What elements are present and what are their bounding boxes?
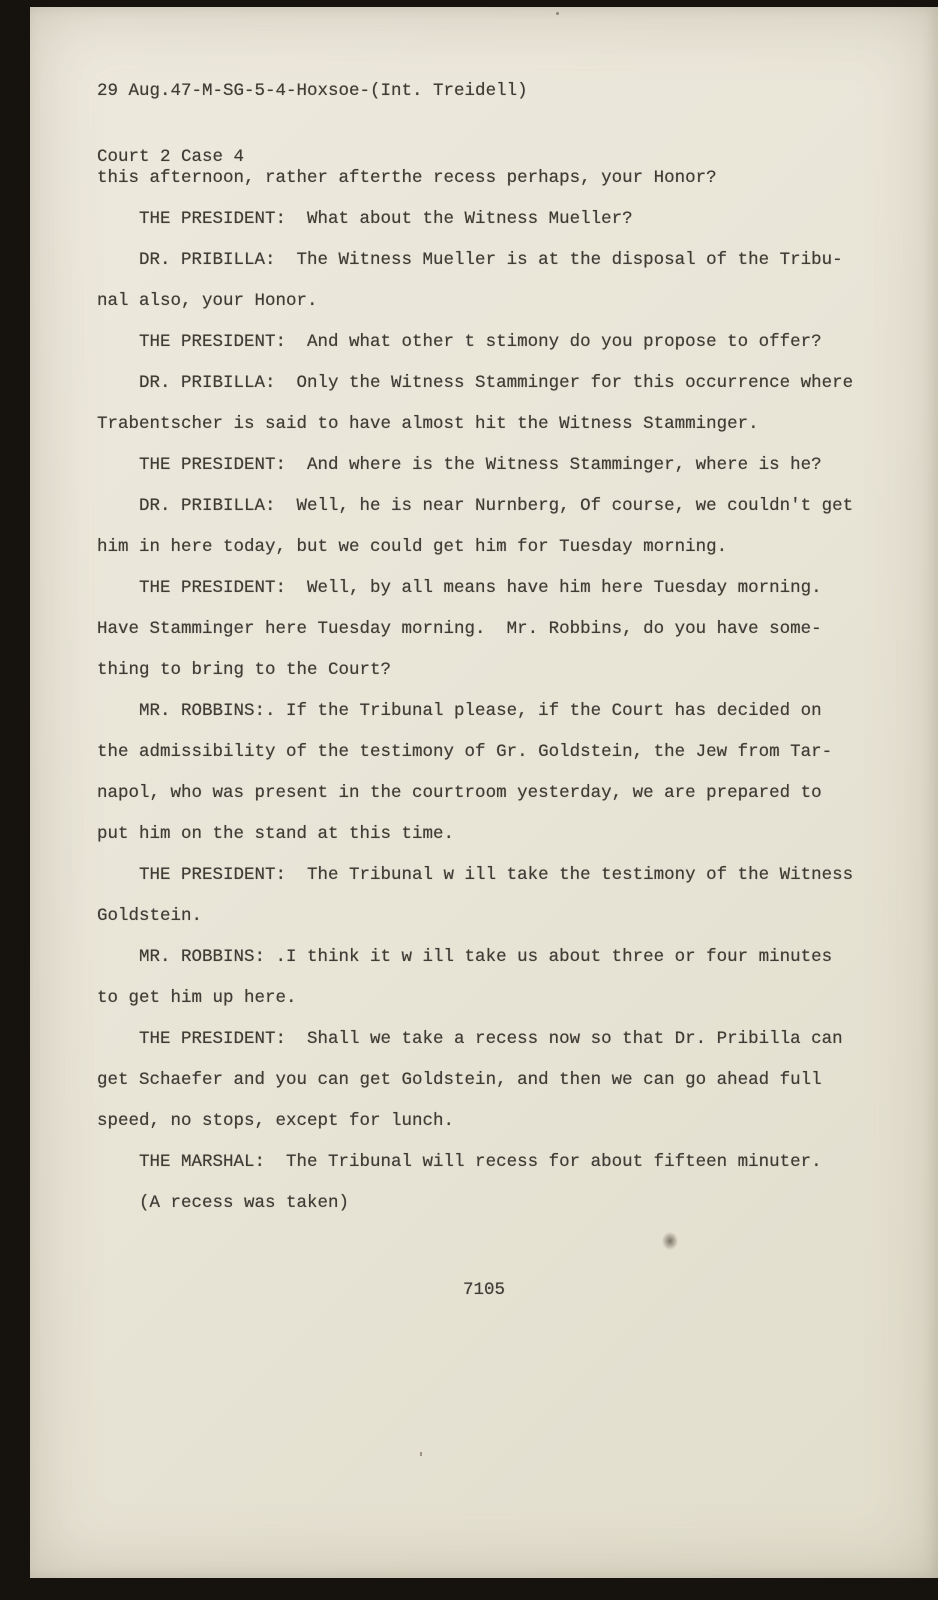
transcript-line: THE MARSHAL: The Tribunal will recess for about fifteen minuter. — [97, 1152, 822, 1172]
page-number: 7105 — [462, 1280, 505, 1300]
transcript-line: (A recess was taken) — [97, 1193, 350, 1213]
transcript-line: THE PRESIDENT: And what other t stimony do you propose to offer? — [97, 332, 822, 352]
ink-smudge — [662, 1232, 678, 1250]
header-reference-line: 29 Aug.47-M-SG-5-4-Hoxsoe-(Int. Treidell) — [97, 81, 528, 101]
transcript-line: THE PRESIDENT: What about the Witness Mueller? — [97, 209, 633, 229]
scan-speck — [556, 12, 559, 15]
transcript-line: get Schaefer and you can get Goldstein, and then we can go ahead full — [97, 1070, 822, 1090]
transcript-line: to get him up here. — [97, 988, 297, 1008]
transcript-line: DR. PRIBILLA: Well, he is near Nurnberg, Of course, we couldn't get — [97, 496, 854, 516]
transcript-line: him in here today, but we could get him for Tuesday morning. — [97, 537, 728, 557]
transcript-line: THE PRESIDENT: Well, by all means have him here Tuesday morning. — [97, 578, 822, 598]
transcript-line: nal also, your Honor. — [97, 291, 318, 311]
transcript-line: this afternoon, rather afterthe recess perhaps, your Honor? — [97, 168, 717, 188]
transcript-line: the admissibility of the testimony of Gr. Goldstein, the Jew from Tar- — [97, 742, 833, 762]
transcript-line: speed, no stops, except for lunch. — [97, 1111, 455, 1131]
transcript-line: Have Stamminger here Tuesday morning. Mr. Robbins, do you have some- — [97, 619, 822, 639]
transcript-line: DR. PRIBILLA: Only the Witness Stamminger for this occurrence where — [97, 373, 854, 393]
transcript-line: MR. ROBBINS: .I think it w ill take us about three or four minutes — [97, 947, 833, 967]
transcript-line: MR. ROBBINS:. If the Tribunal please, if the Court has decided on — [97, 701, 822, 721]
transcript-line: THE PRESIDENT: The Tribunal w ill take the testimony of the Witness — [97, 865, 854, 885]
transcript-line: put him on the stand at this time. — [97, 824, 455, 844]
transcript-line: Goldstein. — [97, 906, 203, 926]
header-court-case-line: Court 2 Case 4 — [97, 147, 245, 167]
transcript-line: Trabentscher is said to have almost hit the Witness Stamminger. — [97, 414, 759, 434]
transcript-line: DR. PRIBILLA: The Witness Mueller is at the disposal of the Tribu- — [97, 250, 843, 270]
transcript-body — [97, 158, 853, 1224]
transcript-line: THE PRESIDENT: And where is the Witness Stamminger, where is he? — [97, 455, 822, 475]
transcript-line: THE PRESIDENT: Shall we take a recess now so that Dr. Pribilla can — [97, 1029, 843, 1049]
transcript-line: thing to bring to the Court? — [97, 660, 392, 680]
scan-speck — [420, 1452, 422, 1456]
transcript-line: napol, who was present in the courtroom yesterday, we are prepared to — [97, 783, 822, 803]
